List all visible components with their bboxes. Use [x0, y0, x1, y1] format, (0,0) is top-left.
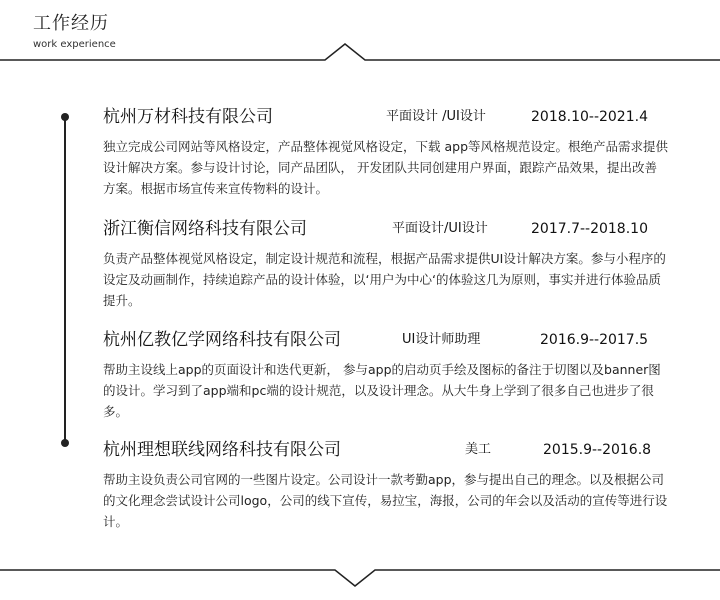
timeline-dot-start	[61, 113, 69, 121]
section-title: 工作经历	[33, 13, 109, 34]
job-description: 帮助主设线上app的页面设计和迭代更新， 参与app的启动页手绘及图标的备注于切图以及banner图的设计。学习到了app端和pc端的设计规范，以及设计理念。从大牛身上学到了很多自己也进步了很多。	[103, 362, 661, 419]
company-name: 浙江衡信网络科技有限公司	[103, 219, 307, 239]
job-role: UI设计师助理	[402, 332, 481, 347]
job-role: 平面设计 /UI设计	[386, 109, 486, 124]
experience-entry	[103, 437, 683, 537]
job-description: 独立完成公司网站等风格设定，产品整体视觉风格设定，下载 app等风格规范设定。根绝产品需求提供设计解决方案。参与设计讨论，同产品团队， 开发团队共同创建用户界面，跟踪产品效果，提出改善方案。根据市场宣传来宣传物料的设计。	[103, 139, 669, 196]
experience-entry	[103, 104, 683, 204]
bottom-divider	[0, 566, 720, 590]
company-name: 杭州亿教亿学网络科技有限公司	[103, 330, 341, 350]
job-role: 平面设计/UI设计	[392, 221, 488, 236]
experience-entry	[103, 216, 683, 316]
timeline-dot-end	[61, 439, 69, 447]
job-period: 2017.7--2018.10	[531, 221, 648, 237]
experience-entry	[103, 327, 683, 427]
job-description: 负责产品整体视觉风格设定，制定设计规范和流程，根据产品需求提供UI设计解决方案。参与小程序的设定及动画制作，持续追踪产品的设计体验，以‘用户为中心‘的体验这几为原则，事实并进行体验品质提升。	[103, 251, 666, 308]
timeline-line	[64, 117, 66, 443]
job-period: 2018.10--2021.4	[531, 109, 648, 125]
job-role: 美工	[465, 442, 492, 457]
job-period: 2015.9--2016.8	[543, 442, 652, 458]
top-divider	[0, 40, 720, 64]
job-description: 帮助主设负责公司官网的一些图片设定。公司设计一款考勤app，参与提出自己的理念。以及根据公司的文化理念尝试设计公司logo，公司的线下宣传，易拉宝，海报，公司的年会以及活动的宣传等进行设计。	[103, 472, 668, 529]
company-name: 杭州理想联线网络科技有限公司	[103, 440, 341, 460]
job-period: 2016.9--2017.5	[540, 332, 649, 348]
section-subtitle: work experience	[33, 39, 116, 50]
company-name: 杭州万材科技有限公司	[103, 107, 273, 127]
